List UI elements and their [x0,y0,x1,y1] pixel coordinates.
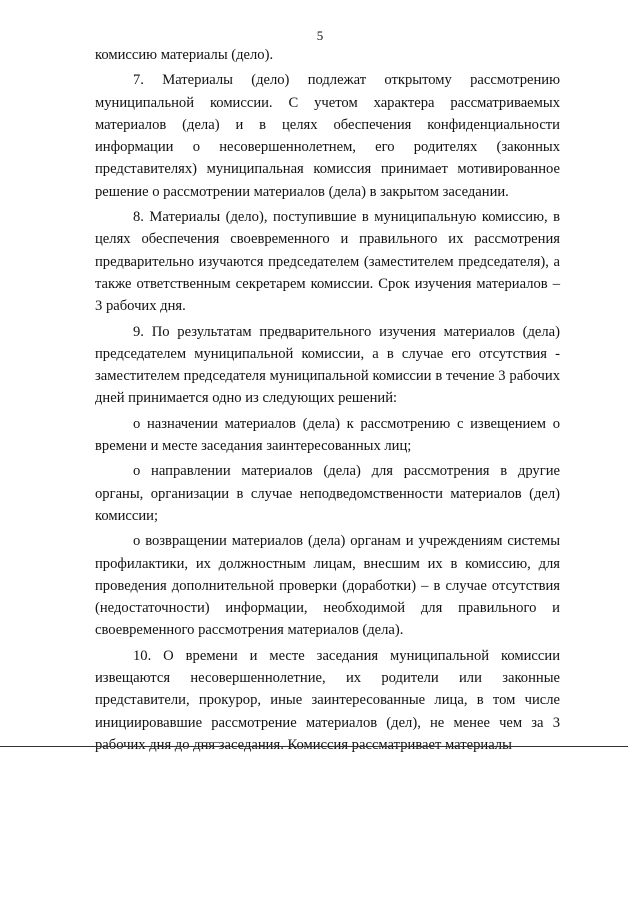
footer-rule [0,746,628,747]
paragraph-decision-option-1: о назначении материалов (дела) к рассмотрению с извещением о времени и месте заседания заинтересованных лиц; [95,415,560,455]
paragraph-continuation: комиссию материалы (дело). [95,47,274,63]
paragraph-decision-option-2: о направлении материалов (дела) для рассмотрения в другие органы, организации в случае неподведомственности материалов (дел) комиссии; [95,463,560,524]
document-body [95,44,560,759]
paragraph-decision-option-3: о возвращении материалов (дела) органам и учреждениям системы профилактики, их должностным лицам, внесшим их в комиссию, для проведения дополнительной проверки (доработки) – в случае отсутствия (недостаточности) информации, необходимой для правильного и своевременного рассмотрения материалов (дела). [95,533,560,639]
footer-rule-mark [198,742,220,743]
page-number: 5 [316,28,324,43]
paragraph-item-10: 10. О времени и месте заседания муниципальной комиссии извещаются несовершеннолетние, их родители или законные представители, прокурор, иные заинтересованные лица, в том числе инициировавшие рассмотрение материалов (дел), не менее чем за 3 рабочих дня до дня заседания. Комиссия рассматривает материалы [95,647,560,753]
paragraph-item-9: 9. По результатам предварительного изучения материалов (дела) председателем муниципальной комиссии, а в случае его отсутствия - заместителем председателя муниципальной комиссии в течение 3 рабочих дней принимается одно из следующих решений: [95,323,560,407]
paragraph-item-7: 7. Материалы (дело) подлежат открытому рассмотрению муниципальной комиссии. С учетом характера рассматриваемых материалов (дела) и в целях обеспечения конфиденциальности информации о несовершеннолетнем, его родителях (законных представителях) муниципальная комиссия принимает мотивированное решение о рассмотрении материалов (дела) в закрытом заседании. [95,72,560,200]
paragraph-item-8: 8. Материалы (дело), поступившие в муниципальную комиссию, в целях обеспечения своевременного и правильного их рассмотрения предварительно изучаются председателем (заместителем председателя), а также ответственным секретарем комиссии. Срок изучения материалов – 3 рабочих дня. [95,209,560,315]
